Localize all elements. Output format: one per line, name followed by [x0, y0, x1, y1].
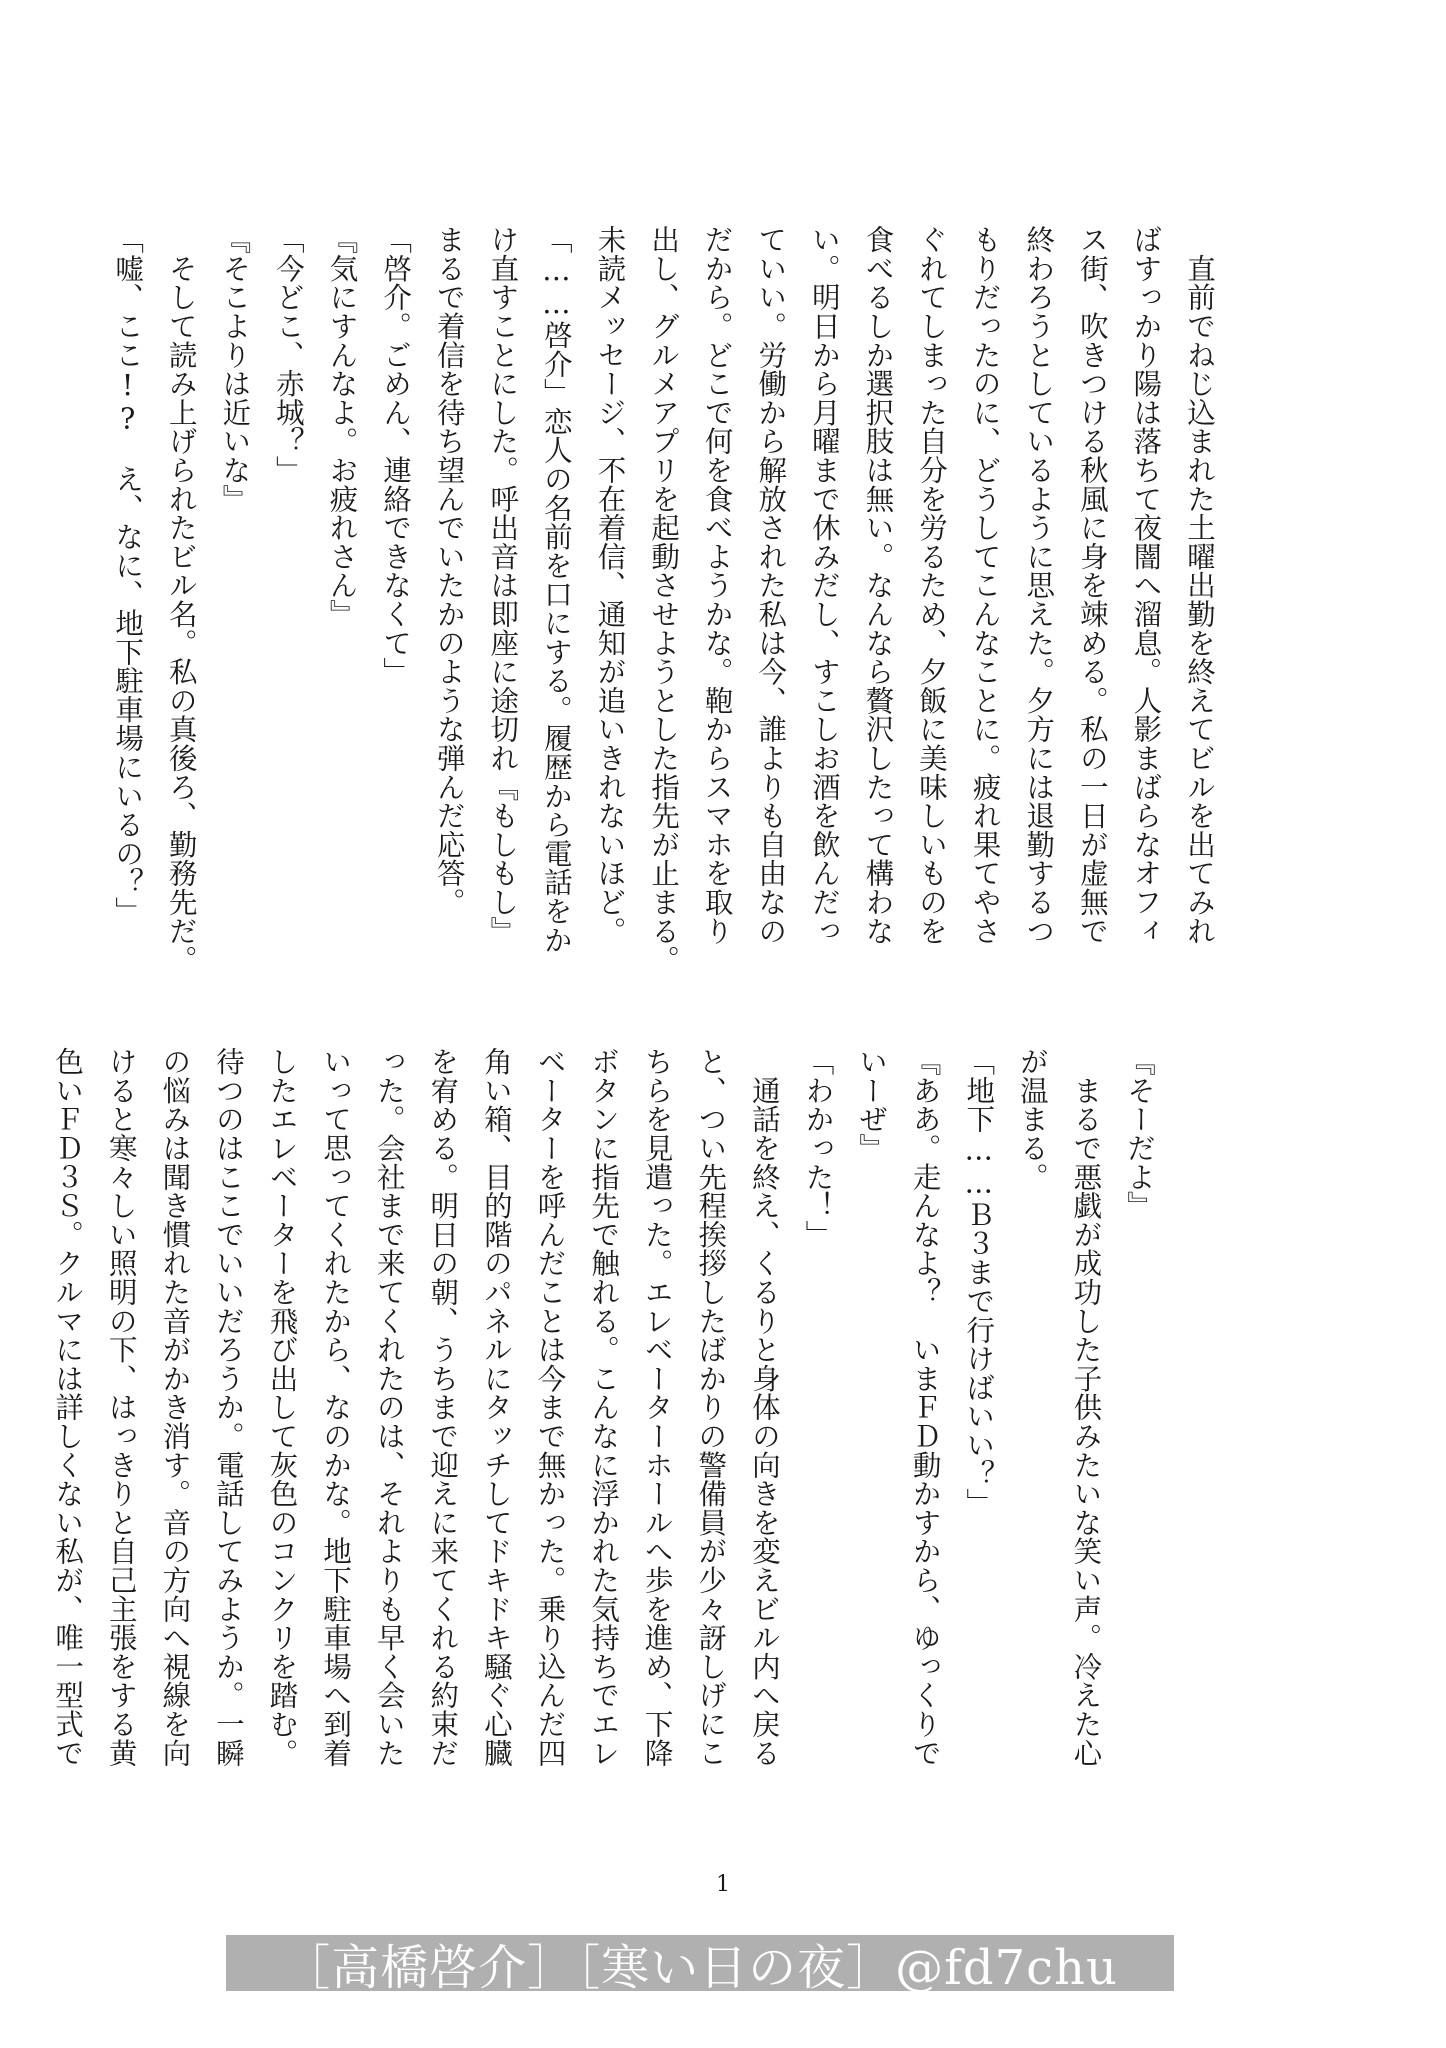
text-line: ベーターを呼んだことは今まで無かった。乗り込んだ四 — [533, 1047, 567, 1767]
footer-text: ［高橋啓介］［寒い日の夜］@fd7chu — [282, 1939, 1118, 1991]
text-line: 『ああ。走んなよ？ いまＦＤ動かすから、ゆっくりで — [908, 1047, 942, 1767]
text-line: 『そこよりは近いな』 — [218, 225, 252, 513]
text-line: け直すことにした。呼出音は即座に途切れ『もしもし』 — [486, 225, 520, 945]
text-line: まるで悪戯が成功した子供みたいな笑い声。冷えた心 — [1069, 1047, 1103, 1767]
text-line: 直前でねじ込まれた土曜出勤を終えてビルを出てみれ — [1183, 225, 1216, 945]
text-line: 角い箱、目的階のパネルにタッチしてドキドキ騒ぐ心臓 — [479, 1047, 513, 1767]
text-line: もりだったのに、どうしてこんなことに。疲れ果てやさ — [968, 225, 1002, 945]
text-line: いって思ってくれたから、なのかな。地下駐車場へ到着 — [319, 1047, 353, 1767]
page-number: 1 — [716, 1872, 730, 1897]
text-line: 待つのはここでいいだろうか。電話してみようか。一瞬 — [211, 1047, 245, 1767]
text-line: 食べるしか選択肢は無い。なんなら贅沢したって構わな — [861, 225, 895, 945]
text-line: ス街、吹きつける秋風に身を竦める。私の一日が虚無で — [1075, 225, 1109, 945]
text-line: を宥める。明日の朝、うちまで迎えに来てくれる約束だ — [426, 1047, 460, 1767]
text-line: そして読み上げられたビル名。私の真後ろ、勤務先だ。 — [164, 225, 198, 974]
text-line: と、つい先程挨拶したばかりの警備員が少々訝しげにこ — [694, 1047, 728, 1767]
text-line: ばすっかり陽は落ちて夜闇へ溜息。人影まばらなオフィ — [1129, 225, 1163, 945]
text-line: 出し、グルメアプリを起動させようとした指先が止まる。 — [647, 225, 681, 974]
text-line: 「地下……Ｂ３まで行けばいい？」 — [962, 1047, 996, 1517]
text-line: ぐれてしまった自分を労るため、夕飯に美味しいものを — [915, 225, 949, 945]
text-line: ていい。労働から解放された私は今、誰よりも自由なの — [754, 225, 788, 945]
text-line: 未読メッセージ、不在着信、通知が追いきれないほど。 — [593, 225, 627, 945]
text-line: 「嘘、ここ!? え、なに、地下駐車場にいるの？」 — [111, 225, 145, 926]
text-block-bottom — [41, 1047, 1166, 1817]
text-line: したエレベーターを飛び出して灰色のコンクリを踏む。 — [265, 1047, 299, 1767]
text-line: ちらを見遣った。エレベーターホールへ歩を進め、下降 — [640, 1047, 674, 1767]
text-line: った。会社まで来てくれたのは、それよりも早く会いた — [372, 1047, 406, 1767]
text-line: 「今どこ、赤城？」 — [271, 225, 305, 485]
text-line: 「啓介。ごめん、連絡できなくて」 — [379, 225, 413, 686]
text-line: 終わろうとしているように思えた。夕方には退勤するつ — [1022, 225, 1056, 945]
text-line: だから。どこで何を食べようかな。鞄からスマホを取り — [700, 225, 734, 945]
text-line: 『そーだよ』 — [1123, 1047, 1156, 1220]
footer-banner — [226, 1935, 1174, 1991]
text-line: の悩みは聞き慣れた音がかき消す。音の方向へ視線を向 — [158, 1047, 192, 1767]
text-block-top — [101, 225, 1226, 995]
text-line: 通話を終え、くるりと身体の向きを変えビル内へ戻る — [747, 1047, 781, 1767]
text-line: まるで着信を待ち望んでいたかのような弾んだ応答。 — [432, 225, 466, 917]
text-line: 「わかった！」 — [801, 1047, 835, 1249]
text-line: ボタンに指先で触れる。こんなに浮かれた気持ちでエレ — [587, 1047, 621, 1767]
text-line: 色いＦＤ３Ｓ。クルマには詳しくない私が、唯一型式で — [51, 1047, 85, 1767]
text-line: い。明日から月曜まで休みだし、すこしお酒を飲んだっ — [807, 225, 841, 945]
text-line: いーぜ』 — [855, 1047, 889, 1163]
text-line: が温まる。 — [1015, 1047, 1049, 1191]
text-line: けると寒々しい照明の下、はっきりと自己主張をする黄 — [104, 1047, 138, 1767]
text-line: 「……啓介」恋人の名前を口にする。履歴から電話をか — [539, 225, 573, 954]
text-line: 『気にすんなよ。お疲れさん』 — [325, 225, 359, 629]
